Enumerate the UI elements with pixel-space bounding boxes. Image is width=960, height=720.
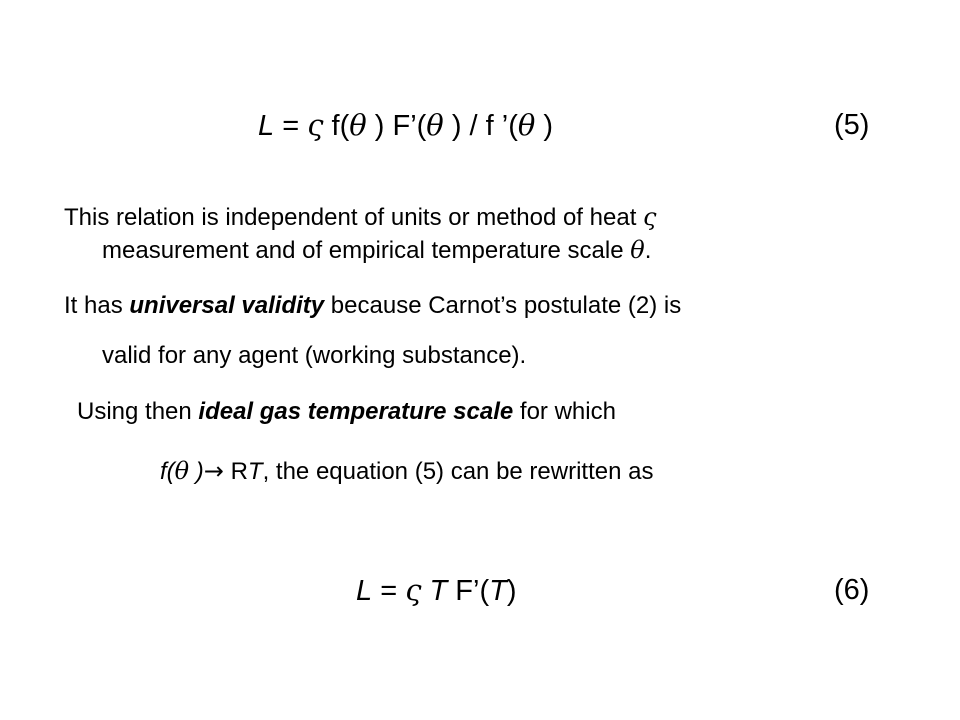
paragraph-1-period: . bbox=[644, 237, 652, 264]
rt-r: R bbox=[223, 458, 248, 485]
equation-6 bbox=[356, 573, 517, 608]
f-function-close: ) bbox=[189, 458, 204, 485]
equation-5-part4: ) bbox=[535, 110, 554, 142]
varsigma-symbol: ς bbox=[307, 108, 324, 142]
equation-6-fprime: F’( bbox=[447, 575, 490, 607]
f-function-open: f( bbox=[160, 458, 175, 485]
equation-5 bbox=[258, 108, 553, 143]
equation-5-equals: = bbox=[274, 110, 308, 142]
paragraph-1-text-1: This relation is independent of units or method of heat bbox=[64, 204, 644, 231]
equation-5-lhs: L bbox=[258, 110, 275, 142]
paragraph-2-emphasis: universal validity bbox=[129, 292, 325, 319]
paragraph-3-text-rest: , the equation (5) can be rewritten as bbox=[262, 458, 654, 485]
equation-6-t: T bbox=[421, 575, 448, 607]
equation-6-number: (6) bbox=[834, 574, 870, 606]
varsigma-symbol: ς bbox=[405, 573, 422, 607]
theta-symbol: θ bbox=[349, 108, 367, 142]
equation-5-part1: f( bbox=[323, 110, 350, 142]
varsigma-symbol: ς bbox=[643, 203, 657, 231]
theta-symbol: θ bbox=[630, 236, 645, 264]
paragraph-3-text-end: for which bbox=[513, 398, 616, 425]
theta-symbol: θ bbox=[426, 108, 444, 142]
paragraph-3-line-1 bbox=[77, 398, 616, 426]
paragraph-3-line-2 bbox=[160, 457, 653, 486]
equation-6-close: ) bbox=[506, 575, 517, 607]
equation-6-equals: = bbox=[372, 575, 406, 607]
paragraph-1-text-2: measurement and of empirical temperature scale bbox=[102, 237, 631, 264]
paragraph-2-line-2 bbox=[102, 342, 526, 370]
theta-symbol: θ bbox=[174, 457, 190, 485]
equation-5-part2: ) F’( bbox=[366, 110, 427, 142]
arrow-icon: → bbox=[203, 457, 224, 485]
paragraph-3-emphasis: ideal gas temperature scale bbox=[198, 398, 514, 425]
paragraph-2-text-end: because Carnot’s postulate (2) is bbox=[324, 292, 682, 319]
paragraph-1-line-1 bbox=[64, 203, 656, 232]
paragraph-2-text-start: It has bbox=[64, 292, 130, 319]
paragraph-2-line-1 bbox=[64, 292, 681, 320]
equation-5-part3: ) / f ’( bbox=[443, 110, 518, 142]
rt-t: T bbox=[247, 458, 263, 485]
equation-5-number: (5) bbox=[834, 109, 870, 141]
theta-symbol: θ bbox=[517, 108, 536, 142]
paragraph-3-text-start: Using then bbox=[77, 398, 199, 425]
equation-6-lhs: L bbox=[356, 575, 373, 607]
paragraph-2-text-2: valid for any agent (working substance). bbox=[102, 342, 527, 369]
paragraph-1-line-2 bbox=[102, 236, 651, 265]
equation-6-t2: T bbox=[489, 575, 507, 607]
